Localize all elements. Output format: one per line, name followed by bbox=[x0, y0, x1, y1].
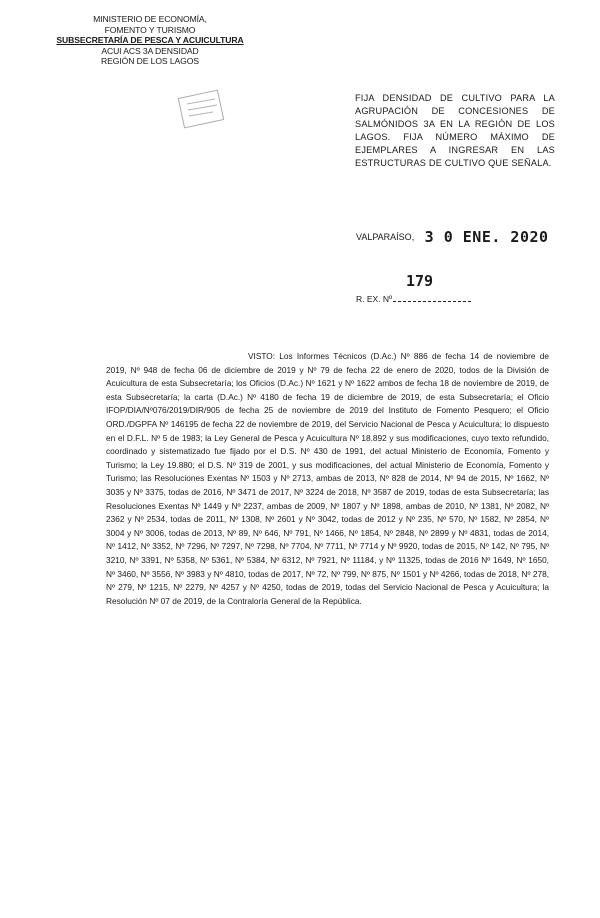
letterhead bbox=[50, 14, 250, 67]
ministry-name-2: FOMENTO Y TURISMO bbox=[104, 24, 196, 35]
file-reference: ACUI ACS 3A DENSIDAD bbox=[101, 45, 199, 56]
undersecretariat-name: SUBSECRETARÍA DE PESCA Y ACUICULTURA bbox=[56, 35, 244, 45]
region-reference: REGIÓN DE LOS LAGOS bbox=[101, 56, 199, 66]
visto-text: VISTO: Los Informes Técnicos (D.Ac.) Nº 886 de fecha 14 de noviembre de 2019, Nº 948 de fecha 06 de diciembre de 2019 y Nº 79 de fecha 22 de enero de 2020, todos de la División de Acuicultura de esta Subsecretaría; los Oficios (D.Ac.) Nº 1621 y Nº 1622 ambos de fecha 18 de noviembre de 2019, de esta Subsecretaría; la carta (D.Ac.) Nº 4180 de fecha 19 de diciembre de 2019, de esta Subsecretaría; el Oficio IFOP/DIA/Nº076/2019/DIR/905 de fecha 25 de noviembre de 2019 del Instituto de Fomento Pesquero; el Oficio ORD./DGPFA Nº 146195 de fecha 22 de noviembre de 2019, del Servicio Nacional de Pesca y Acuicultura; lo dispuesto en el D.F.L. Nº 5 de 1983; la Ley General de Pesca y Acuicultura Nº 18.892 y sus modificaciones, cuyo texto refundido, coordinado y sistematizado fue fijado por el D.S. Nº 430 de 1991, del actual Ministerio de Economía, Fomento y Turismo; la Ley 19.880; el D.S. Nº 319 de 2001, y sus modificaciones, del actual Ministerio de Economía, Fomento y Turismo; las Resoluciones Exentas Nº 1503 y Nº 2713, ambas de 2013, Nº 828 de 2014, Nº 94 de 2015, Nº 1662, Nº 3035 y Nº 3375, todas de 2016, Nº 3471 de 2017, Nº 3224 de 2018, Nº 3587 de 2019, todas de esta Subsecretaría; las Resoluciones Exentas Nº 1449 y Nº 2237, ambas de 2009, Nº 1807 y Nº 1898, ambas de 2010, Nº 1381, Nº 2082, Nº 2362 y Nº 2534, todas de 2011, Nº 1308, Nº 2601 y Nº 3042, todas de 2012 y Nº 235, Nº 570, Nº 1582, Nº 2854, Nº 3004 y Nº 3006, todas de 2013, Nº 89, Nº 646, Nº 791, Nº 1466, Nº 1854, Nº 2848, Nº 2899 y Nº 4831, todas de 2014, Nº 1412, Nº 3352, Nº 7296, Nº 7297, Nº 7298, Nº 7704, Nº 7711, Nº 7714 y Nº 9920, todas de 2015, Nº 142, Nº 795, Nº 3210, Nº 3391, Nº 5358, Nº 5361, Nº 5384, Nº 6312, Nº 7921, Nº 11184, y Nº 11325, todas de 2016 Nº 1649, Nº 1650, Nº 3460, Nº 3556, Nº 3983 y Nº 4810, todas de 2017, Nº 72, Nº 799, Nº 875, Nº 1501 y Nº 4266, todas de 2018, Nº 278, Nº 279, Nº 1215, Nº 2279, Nº 4257 y Nº 4250, todas de 2019, todas del Servicio Nacional de Pesca y Acuicultura; la Resolución Nº 07 de 2019, de la Contraloría General de la República. bbox=[106, 351, 549, 606]
official-stamp bbox=[175, 88, 235, 132]
ministry-name: MINISTERIO DE ECONOMÍA, bbox=[93, 14, 207, 24]
resolution-label: R. EX. Nº bbox=[356, 294, 393, 304]
resolution-subject: FIJA DENSIDAD DE CULTIVO PARA LA AGRUPACIÓN DE CONCESIONES DE SALMÓNIDOS 3A EN LA REGIÓN DE LOS LAGOS. FIJA NÚMERO MÁXIMO DE EJEMPLARES A INGRESAR EN LAS ESTRUCTURAS DE CULTIVO QUE SEÑALA. bbox=[355, 93, 555, 168]
date-stamp: 3 0 ENE. 2020 bbox=[424, 228, 549, 246]
body-paragraph bbox=[106, 350, 549, 608]
signature-line bbox=[393, 301, 471, 302]
place-date bbox=[356, 228, 549, 246]
resolution-number: 179 bbox=[406, 272, 434, 290]
place-label: VALPARAÍSO, bbox=[356, 232, 415, 242]
